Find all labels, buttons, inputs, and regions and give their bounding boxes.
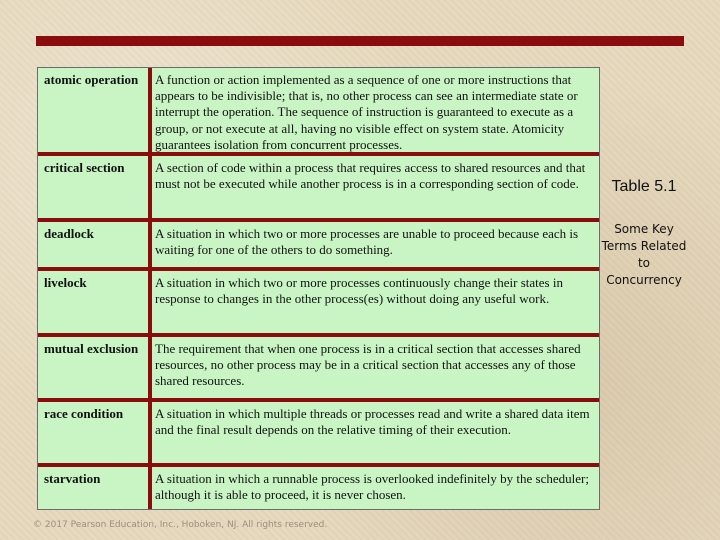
key-terms-table (37, 67, 600, 510)
definition-cell: A function or action implemented as a sequence of one or more instructions that appears to be indivisible; that is, no other process can see an intermediate state or interrupt the operation. The sequence of instruction is guaranteed to execute as a group, or not execute at all, having no visible effect on system state. Atomicity guarantees isolation from concurrent processes. (155, 72, 578, 152)
table-row (38, 337, 599, 402)
definition-cell: A situation in which two or more processes are unable to proceed because each is waiting for one of the others to do something. (155, 226, 579, 258)
term-cell: livelock (44, 275, 87, 290)
table-row (38, 271, 599, 337)
term-cell: starvation (44, 471, 101, 486)
table-number-title: Table 5.1 (611, 178, 677, 195)
table-caption: Some Key Terms Related to Concurrency (601, 222, 687, 287)
copyright-notice: © 2017 Pearson Education, Inc., Hoboken, NJ. All rights reserved. (33, 520, 328, 530)
table-row (38, 467, 599, 509)
title-accent-bar (36, 36, 684, 46)
definition-cell: A section of code within a process that requires access to shared resources and that must not be executed while another process is in a corresponding section of code. (155, 160, 586, 192)
term-cell: race condition (44, 406, 124, 421)
table-row (38, 68, 599, 156)
term-cell: atomic operation (44, 72, 139, 87)
definition-cell: The requirement that when one process is in a critical section that accesses shared resources, no other process may be in a critical section that accesses any of those shared resources. (155, 341, 581, 389)
term-cell: critical section (44, 160, 125, 175)
term-cell: deadlock (44, 226, 94, 241)
definition-cell: A situation in which two or more processes continuously change their states in response to changes in the other process(es) without doing any useful work. (155, 275, 563, 307)
term-cell: mutual exclusion (44, 341, 139, 356)
table-row (38, 402, 599, 467)
table-row (38, 156, 599, 222)
definition-cell: A situation in which a runnable process is overlooked indefinitely by the scheduler; although it is able to proceed, it is never chosen. (155, 471, 589, 503)
table-row (38, 222, 599, 271)
definition-cell: A situation in which multiple threads or processes read and write a shared data item and the final result depends on the relative timing of their execution. (155, 406, 590, 438)
